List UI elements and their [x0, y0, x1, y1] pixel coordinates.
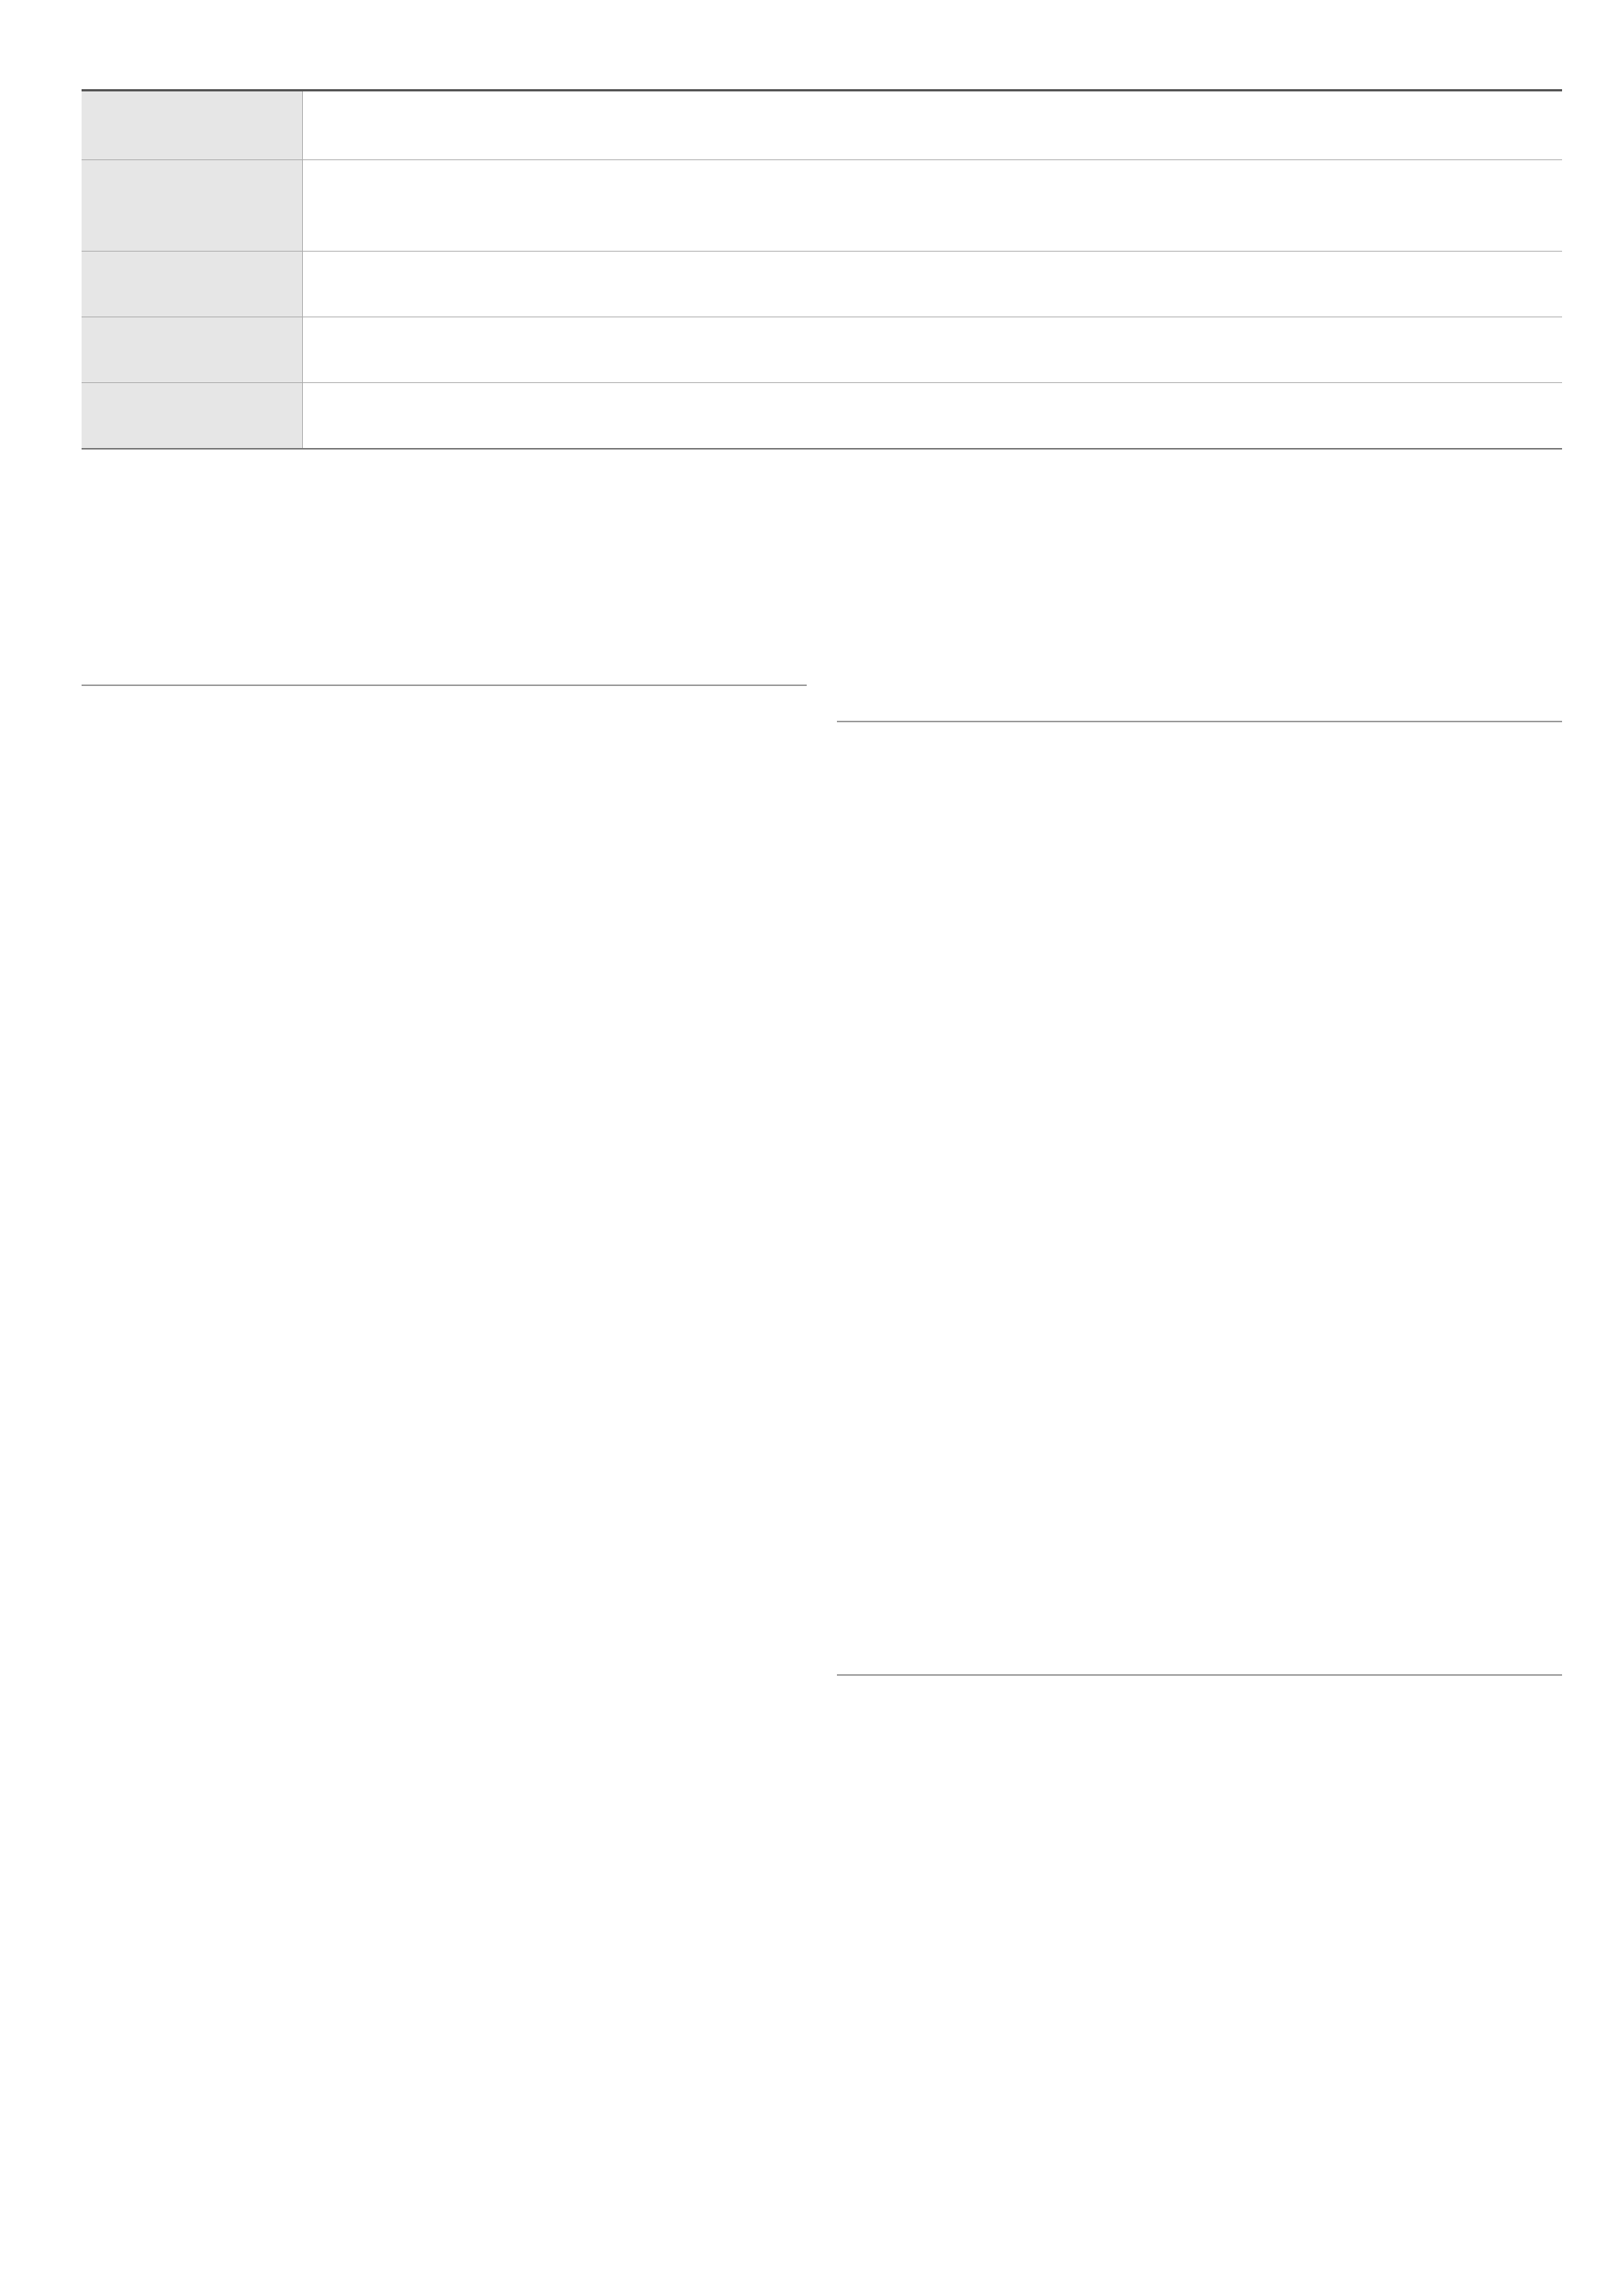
bulletin-page: [82, 68, 1562, 457]
right-column: [837, 678, 1562, 1689]
offering-label: [82, 317, 303, 383]
offering-content: [303, 91, 1563, 160]
left-column: [82, 678, 807, 1689]
offering-row: [82, 383, 1562, 450]
offering-content: [303, 252, 1563, 317]
offering-content: [303, 160, 1563, 252]
offering-label: [82, 91, 303, 160]
offering-table: [82, 89, 1562, 450]
offering-row: [82, 252, 1562, 317]
section-divider: [837, 1674, 1562, 1676]
section-divider: [837, 721, 1562, 722]
offering-content: [303, 317, 1563, 383]
section-divider: [82, 685, 807, 686]
offering-label: [82, 252, 303, 317]
offering-label: [82, 160, 303, 252]
offering-content: [303, 383, 1563, 450]
offering-label: [82, 383, 303, 450]
offering-row: [82, 91, 1562, 160]
offering-row: [82, 160, 1562, 252]
announcement-columns: [82, 678, 1562, 1689]
worship-day-block: [837, 1674, 1562, 1689]
offering-row: [82, 317, 1562, 383]
